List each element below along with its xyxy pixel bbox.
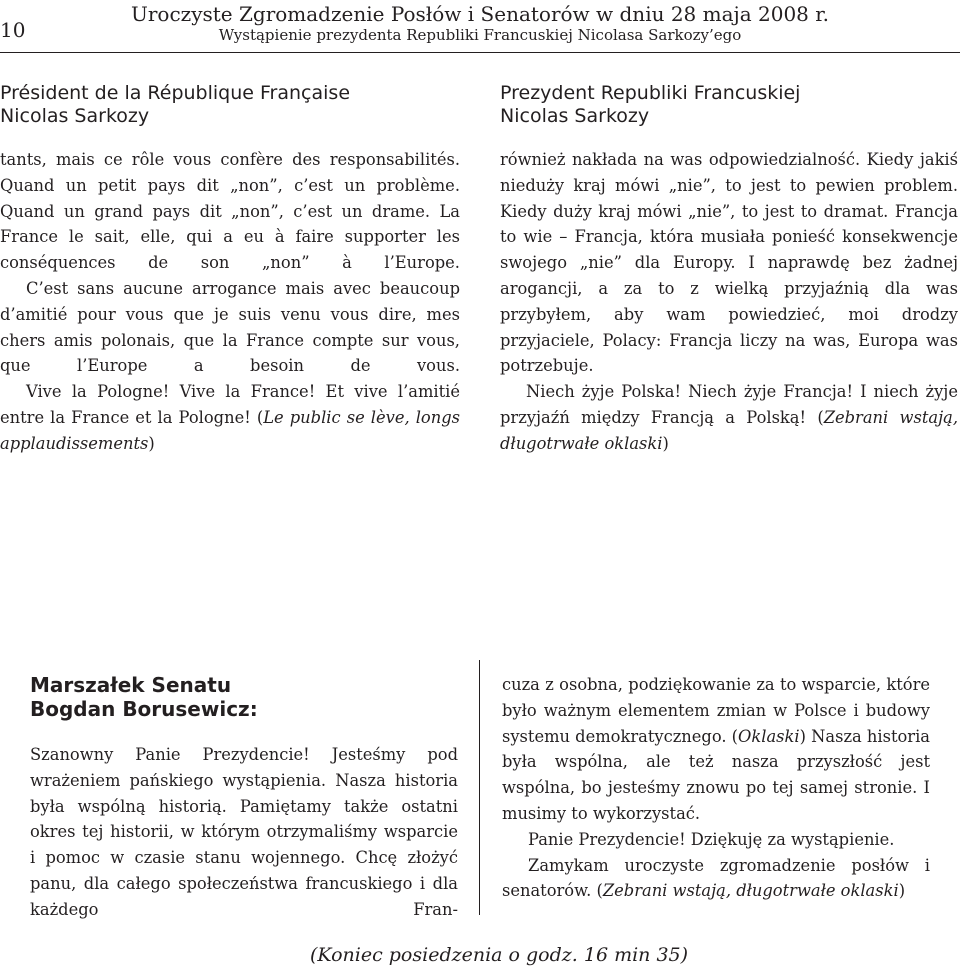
stage-direction: Zebrani wstają, długotrwałe oklaski [602,881,899,901]
paragraph [502,672,930,827]
paragraph: C’est sans aucune arrogance mais avec beaucoup d’amitié pour vous que je suis venu vous dire, mes chers amis polonais, que la France compte sur vous, que l’Europe a besoin de vous. [0,278,460,376]
speaker-name: Bogdan Borusewicz: [30,697,258,721]
stage-direction: Oklaski [738,726,800,746]
paragraph [500,379,958,456]
paren: ( [591,881,603,901]
paragraph [0,379,460,456]
running-subtitle: Wystąpienie prezydenta Republiki Francuskiej Nicolasa Sarkozy’ego [218,26,742,44]
speaker-title: Prezydent Republiki Francuskiej [500,82,801,104]
column-marshal-left [30,742,458,923]
paragraph: Szanowny Panie Prezydencie! Jesteśmy pod wrażeniem pańskiego wystąpienia. Nasza historia była wspólną historią. Pamiętamy także ostatni okres tej historii, w którym otrzymaliśmy wsparcie i pomoc w czasie stanu wojennego. Chcę złożyć panu, dla całego społeczeństwa francuskiego i dla każdego Fran- [30,745,458,919]
speaker-title: Président de la République Française [0,82,351,104]
header-rule [0,52,960,53]
paragraph: tants, mais ce rôle vous confère des responsabilités. Quand un petit pays dit „non”, c’est un problème. Quand un grand pays dit „non”, c’est un drame. La France le sait, elle, qui a eu à faire supporter les conséquences de son „non” à l’Europe. [0,150,460,273]
column-polish [500,147,958,457]
paragraph-text: Zamykam uroczyste zgromadzenie posłów i senatorów. [502,855,930,901]
speaker-heading-marshal [30,673,258,721]
paragraph-text: ) Nasza historia była wspólna, ale też nasza przyszłość jest wspólna, bo jesteśmy znowu po tej samej stronie. I musimy to wykorzystać. [502,726,930,823]
running-title: Uroczyste Zgromadzenie Posłów i Senatorów w dniu 28 maja 2008 r. [131,2,829,26]
speaker-name: Nicolas Sarkozy [0,105,150,127]
paragraph: Panie Prezydencie! Dziękuję za wystąpienie. [528,829,895,849]
paren: ) [898,881,906,901]
speaker-title: Marszałek Senatu [30,673,232,697]
stage-direction: Le public se lève, longs applaudissements [0,407,461,453]
speaker-heading-polish [500,82,800,128]
speaker-name: Nicolas Sarkozy [500,105,650,127]
page-number: 10 [0,18,26,42]
speaker-heading-french [0,82,350,128]
paren: ( [250,407,264,427]
paragraph [502,853,930,905]
paragraph-text: Vive la Pologne! Vive la France! Et vive l’amitié entre la France et la Pologne! [0,382,460,427]
stage-direction: Zebrani wstają, długotrwałe oklaski [500,407,958,453]
paragraph-text: cuza z osobna, podziękowanie za to wsparcie, które było ważnym elementem zmian w Polsce i budowy systemu demokratycznego. ( [502,675,930,746]
paragraph: również nakłada na was odpowiedzialność. Kiedy jakiś nieduży kraj mówi „nie”, to jest to pewien problem. Kiedy duży kraj mówi „nie”, to jest to dramat. Francja to wie – Francja, która musiała ponieść konsekwencje swojego „nie” dla Europy. I naprawdę bez żadnej arogancji, a za to z wielką przyjaźnią dla was przybyłem, aby wam powiedzieć, moi drodzy przyjaciele, Polacy: Francja liczy na was, Europa was potrzebuje. [500,150,958,376]
paren: ( [806,407,824,427]
column-marshal-right [502,672,930,904]
paragraph-text: Niech żyje Polska! Niech żyje Francja! I niech żyje przyjaźń między Francją a Polską! [500,382,958,427]
paren: ) [662,433,669,453]
session-end-note: (Koniec posiedzenia o godz. 16 min 35) [310,944,689,966]
column-french [0,147,460,457]
paren: ) [148,433,155,453]
column-divider [479,660,480,915]
